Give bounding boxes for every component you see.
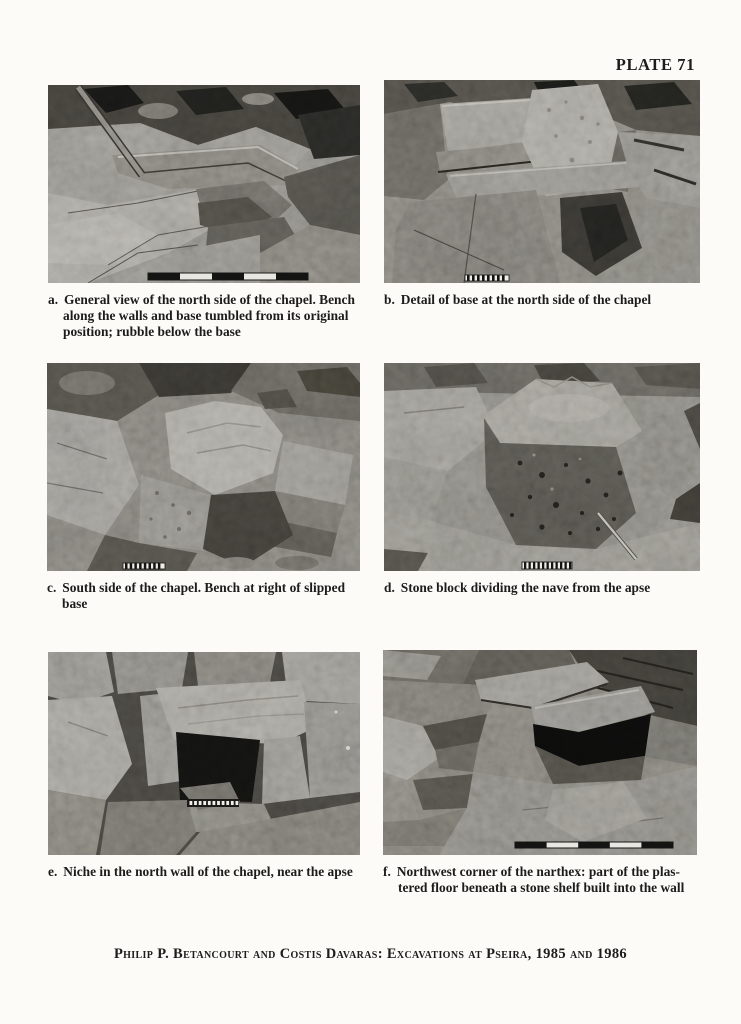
caption-line [48,864,360,880]
caption-letter: f. [383,864,391,879]
photo-e-illustration [48,652,360,855]
scale-bar [515,842,673,848]
photo-b [384,80,700,283]
caption-f [383,864,697,896]
photo-f-illustration [383,650,697,855]
caption-line [47,580,360,596]
caption-line [384,292,700,308]
figure-d [384,363,700,596]
photo-f [383,650,697,855]
caption-text: Northwest corner of the narthex: part of the plas- [396,864,680,879]
photo-a-illustration [48,85,360,283]
photo-e [48,652,360,855]
caption-text: Detail of base at the north side of the chapel [400,292,652,307]
caption-line [48,292,360,308]
caption-a [48,292,360,340]
photo-d-illustration [384,363,700,571]
caption-letter: e. [48,864,58,879]
scale-ruler [123,563,165,569]
caption-line: tered floor beneath a stone shelf built into the wall [398,880,685,895]
photo-a [48,85,360,283]
caption-text: Niche in the north wall of the chapel, near the apse [63,864,353,879]
figure-a [48,85,360,340]
scale-ruler [465,275,509,281]
figure-f [383,650,697,896]
caption-b [384,292,700,308]
plate-number: PLATE 71 [615,55,695,74]
footer-citation: Philip P. Betancourt and Costis Davaras: Excavations at Pseira, 1985 and 1986 [113,946,628,962]
caption-d [384,580,700,596]
scale-ruler [187,799,239,807]
scale-ruler [522,562,572,569]
caption-line: position; rubble below the base [63,324,241,339]
figure-e [48,652,360,880]
scale-bar [148,273,308,280]
photo-b-illustration [384,80,700,283]
caption-line: along the walls and base tumbled from its original [63,308,349,323]
caption-line [383,864,697,880]
photo-c [47,363,360,571]
caption-text: Stone block dividing the nave from the apse [400,580,651,595]
photo-c-illustration [47,363,360,571]
caption-line: base [62,596,88,611]
caption-letter: c. [47,580,57,595]
caption-letter: d. [384,580,395,595]
figure-b [384,80,700,308]
caption-line [384,580,700,596]
caption-text: South side of the chapel. Bench at right of slipped [62,580,346,595]
figure-c [47,363,360,612]
caption-c [47,580,360,612]
caption-letter: a. [48,292,59,307]
caption-text: General view of the north side of the chapel. Bench [64,292,355,307]
caption-e [48,864,360,880]
photo-d [384,363,700,571]
caption-letter: b. [384,292,395,307]
